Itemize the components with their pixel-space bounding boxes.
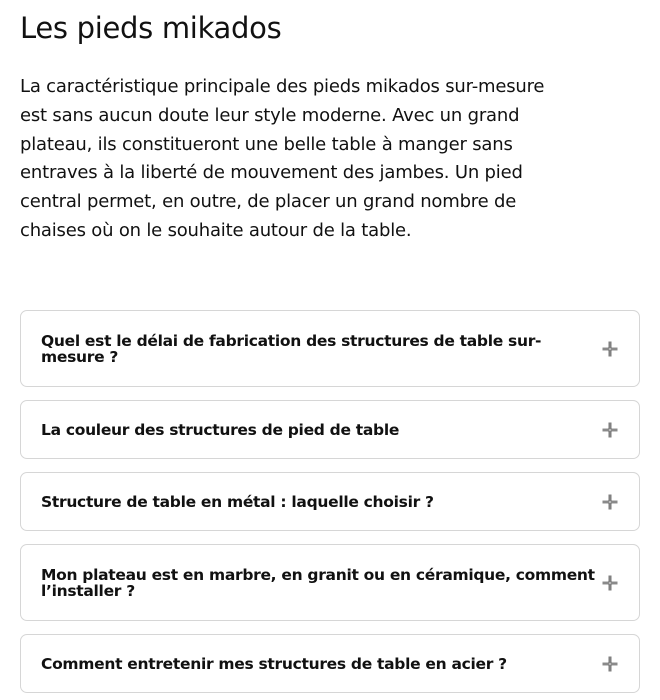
- faq-question: Structure de table en métal : laquelle choisir ?: [41, 492, 434, 511]
- plus-icon: [601, 421, 619, 439]
- plus-icon: [601, 655, 619, 673]
- faq-question: Quel est le délai de fabrication des structures de table sur-mesure ?: [41, 331, 542, 366]
- intro-paragraph: La caractéristique principale des pieds mikados sur-mesure est sans aucun doute leur style moderne. Avec un grand plateau, ils constitueront une belle table à manger sans entraves à la liberté de mouvement des jambes. Un pied central permet, en outre, de placer un grand nombre de chaises où on le souhaite autour de la table.: [20, 76, 545, 241]
- faq-question: La couleur des structures de pied de table: [41, 420, 400, 439]
- faq-item-couleur[interactable]: [20, 400, 640, 459]
- plus-icon: [601, 574, 619, 592]
- faq-item-delai-fabrication[interactable]: [20, 310, 640, 387]
- plus-icon: [601, 493, 619, 511]
- faq-item-plateau-marbre[interactable]: [20, 544, 640, 621]
- faq-item-entretien[interactable]: [20, 634, 640, 693]
- page-title: Les pieds mikados: [20, 11, 282, 45]
- faq-item-metal[interactable]: [20, 472, 640, 531]
- faq-question: Mon plateau est en marbre, en granit ou en céramique, comment l’installer ?: [41, 565, 595, 600]
- faq-question: Comment entretenir mes structures de table en acier ?: [41, 654, 507, 673]
- faq-list: [20, 310, 640, 700]
- plus-icon: [601, 340, 619, 358]
